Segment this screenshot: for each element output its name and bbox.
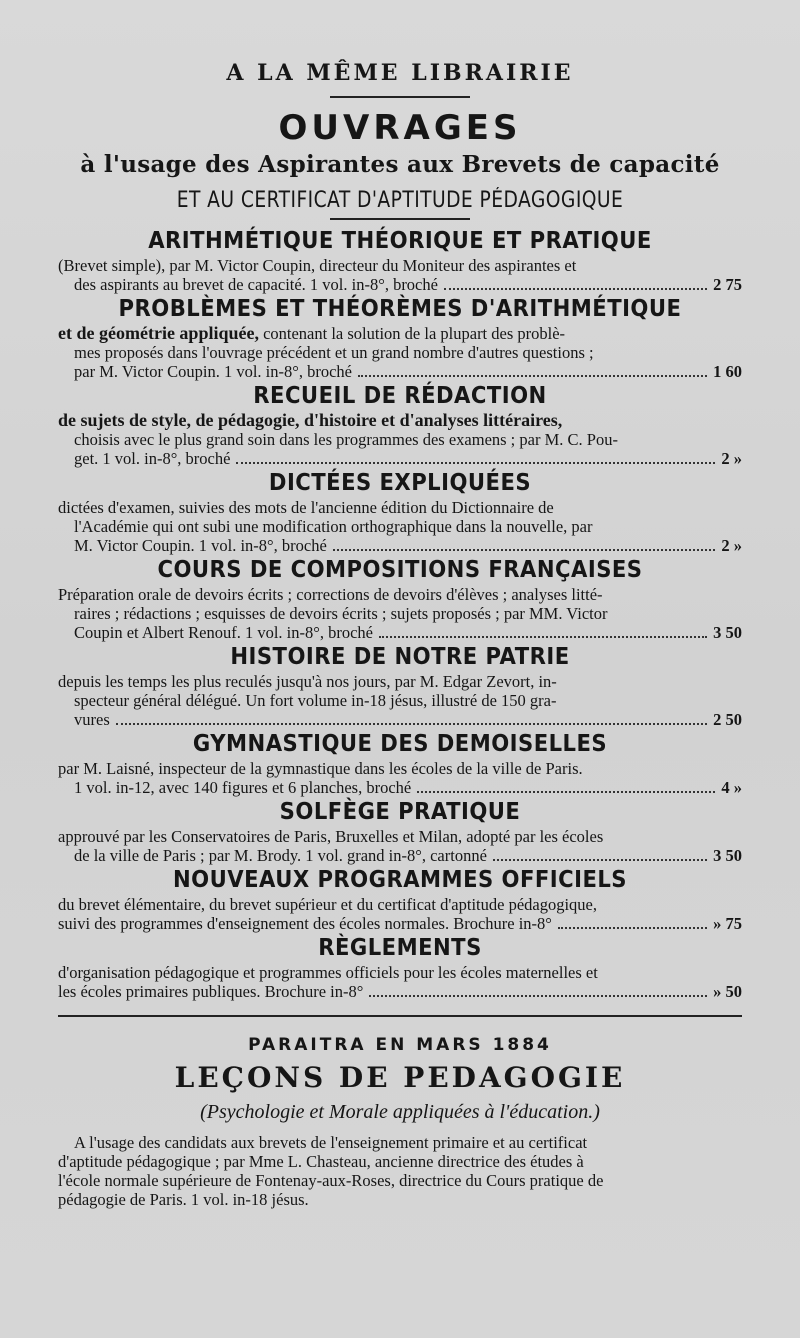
book-title: GYMNASTIQUE DES DEMOISELLES (192, 731, 608, 757)
leader-dots (236, 462, 715, 464)
description-line: d'organisation pédagogique et programmes officiels pour les écoles maternelles et (58, 963, 598, 982)
leader-dots (493, 859, 707, 861)
book-description (58, 256, 742, 294)
book-title: DICTÉES EXPLIQUÉES (268, 470, 532, 496)
price-line (58, 449, 742, 468)
price: » 75 (713, 914, 742, 933)
leader-dots (444, 288, 707, 290)
price: » 50 (713, 982, 742, 1001)
description-line: par M. Laisné, inspecteur de la gymnastique dans les écoles de la ville de Paris. (58, 759, 583, 778)
divider (330, 96, 470, 98)
description-line: pédagogie de Paris. 1 vol. in-18 jésus. (58, 1190, 309, 1209)
description-line (58, 324, 742, 343)
book-title: COURS DE COMPOSITIONS FRANÇAISES (157, 557, 643, 583)
description-line: get. 1 vol. in-8°, broché (74, 449, 231, 468)
description-line: d'aptitude pédagogique ; par Mme L. Chasteau, ancienne directrice des études à (58, 1152, 584, 1171)
leader-dots (417, 791, 715, 793)
announcement-subtitle: (Psychologie et Morale appliquées à l'éducation.) (200, 1101, 600, 1123)
book-entry (58, 555, 742, 642)
book-title: RÈGLEMENTS (318, 935, 482, 961)
book-entry (58, 729, 742, 797)
page-title: OUVRAGES (278, 108, 522, 148)
price: 3 50 (713, 623, 742, 642)
book-description (58, 498, 742, 555)
description-line: M. Victor Coupin. 1 vol. in-8°, broché (74, 536, 327, 555)
description-line: du brevet élémentaire, du brevet supérieur et du certificat d'aptitude pédagogique, (58, 895, 597, 914)
leader-dots (116, 723, 707, 725)
divider (58, 1015, 742, 1017)
leader-dots (369, 995, 707, 997)
book-description (58, 585, 742, 642)
description-text: contenant la solution de la plupart des problè- (263, 324, 566, 343)
description-line: dictées d'examen, suivies des mots de l'ancienne édition du Dictionnaire de (58, 498, 554, 517)
book-description (58, 963, 742, 1001)
book-entry (58, 381, 742, 468)
leader-dots (358, 375, 707, 377)
book-entry (58, 797, 742, 865)
description-line: 1 vol. in-12, avec 140 figures et 6 planches, broché (74, 778, 412, 797)
price-line (58, 362, 742, 381)
price: 3 50 (713, 846, 742, 865)
price-line (58, 778, 742, 797)
book-entry (58, 933, 742, 1001)
announcement-title: LEÇONS DE PEDAGOGIE (174, 1061, 626, 1094)
description-line: l'école normale supérieure de Fontenay-aux-Roses, directrice du Cours pratique de (58, 1171, 604, 1190)
book-title: PROBLÈMES ET THÉORÈMES D'ARITHMÉTIQUE (118, 296, 682, 322)
price: 2 50 (713, 710, 742, 729)
description-line: approuvé par les Conservatoires de Paris, Bruxelles et Milan, adopté par les écoles (58, 827, 604, 846)
divider (330, 218, 470, 220)
lead-text: de sujets de style, de pédagogie, d'histoire et d'analyses littéraires, (58, 410, 563, 430)
book-description (58, 324, 742, 381)
book-title: RECUEIL DE RÉDACTION (253, 383, 547, 409)
book-title: HISTOIRE DE NOTRE PATRIE (230, 644, 570, 670)
leader-dots (379, 636, 707, 638)
price: 2 » (721, 449, 742, 468)
price: 4 » (721, 778, 742, 797)
description-line: A l'usage des candidats aux brevets de l'enseignement primaire et au certificat (74, 1133, 588, 1152)
description-line: par M. Victor Coupin. 1 vol. in-8°, broché (74, 362, 352, 381)
subtitle-line-2: ET AU CERTIFICAT D'APTITUDE PÉDAGOGIQUE (176, 188, 624, 213)
book-entry (58, 468, 742, 555)
book-entry (58, 865, 742, 933)
announcement-description (58, 1133, 742, 1209)
price-line (58, 275, 742, 294)
lead-text: et de géométrie appliquée, (58, 323, 259, 343)
book-description (58, 411, 742, 468)
price-line (58, 710, 742, 729)
price-line (58, 914, 742, 933)
book-description (58, 672, 742, 729)
description-line: (Brevet simple), par M. Victor Coupin, directeur du Moniteur des aspirantes et (58, 256, 577, 275)
description-line: raires ; rédactions ; esquisses de devoirs écrits ; sujets proposés ; par MM. Victor (74, 604, 608, 623)
price-line (58, 846, 742, 865)
book-title: SOLFÈGE PRATIQUE (279, 799, 521, 825)
leader-dots (558, 927, 707, 929)
price: 2 » (721, 536, 742, 555)
price-line (58, 623, 742, 642)
publisher-heading: A LA MÊME LIBRAIRIE (226, 60, 574, 86)
description-line: vures (74, 710, 110, 729)
description-line: l'Académie qui ont subi une modification orthographique dans la nouvelle, par (74, 517, 593, 536)
announcement (58, 1033, 742, 1125)
description-line: des aspirants au brevet de capacité. 1 vol. in-8°, broché (74, 275, 438, 294)
price: 1 60 (713, 362, 742, 381)
description-line: choisis avec le plus grand soin dans les programmes des examens ; par M. C. Pou- (74, 430, 618, 449)
description-line: mes proposés dans l'ouvrage précédent et un grand nombre d'autres questions ; (74, 343, 594, 362)
description-line: depuis les temps les plus reculés jusqu'à nos jours, par M. Edgar Zevort, in- (58, 672, 557, 691)
book-description (58, 759, 742, 797)
leader-dots (333, 549, 716, 551)
book-title: ARITHMÉTIQUE THÉORIQUE ET PRATIQUE (148, 228, 652, 254)
book-entry (58, 642, 742, 729)
description-line: suivi des programmes d'enseignement des écoles normales. Brochure in-8° (58, 914, 552, 933)
price-line (58, 536, 742, 555)
announcement-date: PARAITRA EN MARS 1884 (248, 1035, 552, 1055)
subtitle-line-1: à l'usage des Aspirantes aux Brevets de capacité (80, 151, 720, 178)
description-line: specteur général délégué. Un fort volume in-18 jésus, illustré de 150 gra- (74, 691, 557, 710)
description-line: les écoles primaires publiques. Brochure in-8° (58, 982, 364, 1001)
description-line: de la ville de Paris ; par M. Brody. 1 vol. grand in-8°, cartonné (74, 846, 487, 865)
book-title: NOUVEAUX PROGRAMMES OFFICIELS (173, 867, 627, 893)
book-entry (58, 294, 742, 381)
description-line: Préparation orale de devoirs écrits ; corrections de devoirs d'élèves ; analyses litté- (58, 585, 603, 604)
book-description (58, 827, 742, 865)
book-entry (58, 226, 742, 294)
book-description (58, 895, 742, 933)
price-line (58, 982, 742, 1001)
price: 2 75 (713, 275, 742, 294)
description-line: Coupin et Albert Renouf. 1 vol. in-8°, broché (74, 623, 373, 642)
header (58, 58, 742, 220)
